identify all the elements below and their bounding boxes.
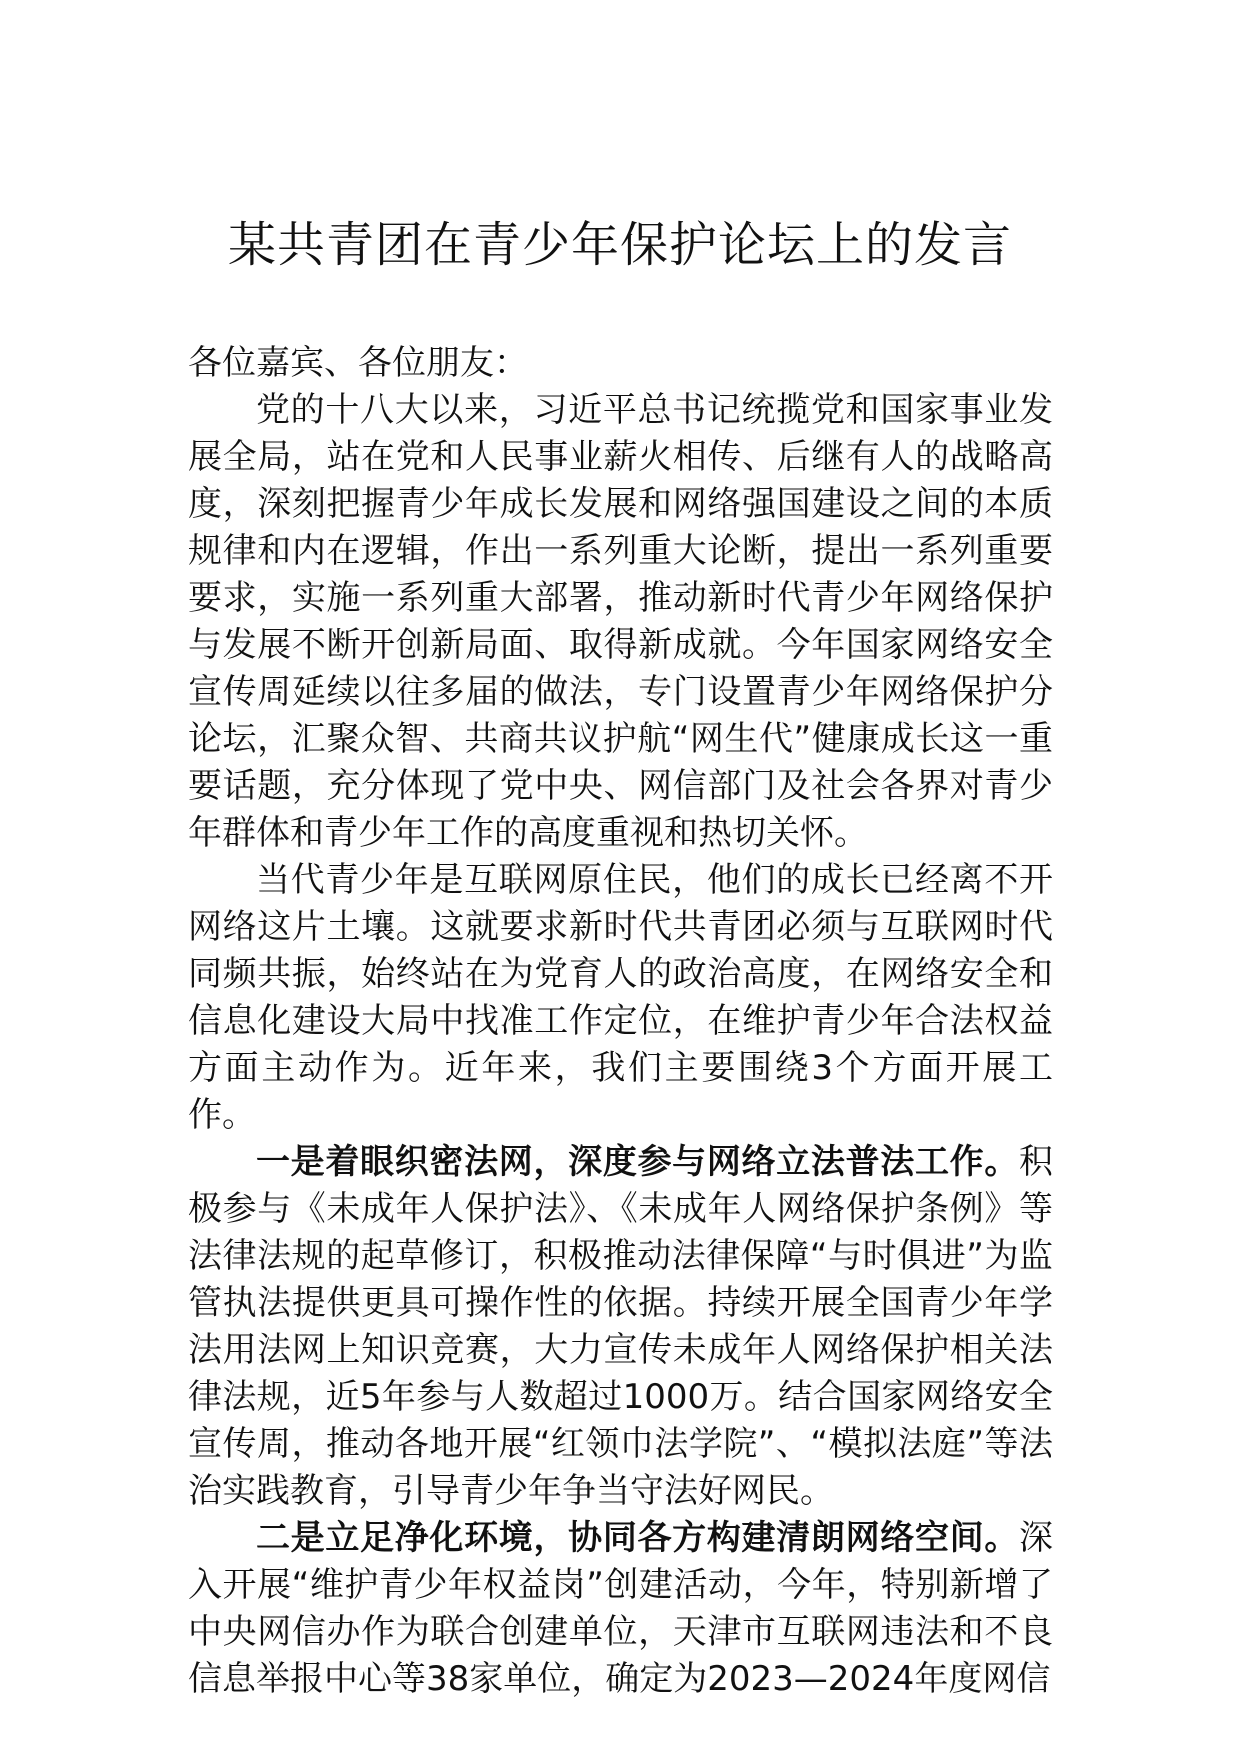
paragraph-4-text: 深入开展“维护青少年权益岗”创建活动，今年，特别新增了中央网信办作为联合创建单位，天津市互联网违法和不良信息举报中心等38家单位，确定为2023—2024年度网信 [188, 1518, 1053, 1699]
salutation: 各位嘉宾、各位朋友： [188, 343, 528, 383]
paragraph-1 [188, 387, 1053, 857]
paragraph-2 [188, 857, 1053, 1139]
paragraph-2-text: 当代青少年是互联网原住民，他们的成长已经离不开网络这片土壤。这就要求新时代共青团必须与互联网时代同频共振，始终站在为党育人的政治高度，在网络安全和信息化建设大局中找准工作定位，在维护青少年合法权益方面主动作为。近年来，我们主要围绕3个方面开展工作。 [188, 860, 1053, 1135]
paragraph-3 [188, 1139, 1053, 1515]
paragraph-3-text: 积极参与《未成年人保护法》、《未成年人网络保护条例》等法律法规的起草修订，积极推动法律保障“与时俱进”为监管执法提供更具可操作性的依据。持续开展全国青少年学法用法网上知识竞赛，大力宣传未成年人网络保护相关法律法规，近5年参与人数超过1000万。结合国家网络安全宣传周，推动各地开展“红领巾法学院”、“模拟法庭”等法治实践教育，引导青少年争当守法好网民。 [188, 1142, 1053, 1511]
document-title: 某共青团在青少年保护论坛上的发言 [227, 217, 1012, 273]
paragraph-4 [188, 1515, 1053, 1703]
paragraph-1-text: 党的十八大以来，习近平总书记统揽党和国家事业发展全局，站在党和人民事业薪火相传、后继有人的战略高度，深刻把握青少年成长发展和网络强国建设之间的本质规律和内在逻辑，作出一系列重大论断，提出一系列重要要求，实施一系列重大部署，推动新时代青少年网络保护与发展不断开创新局面、取得新成就。今年国家网络安全宣传周延续以往多届的做法，专门设置青少年网络保护分论坛，汇聚众智、共商共议护航“网生代”健康成长这一重要话题，充分体现了党中央、网信部门及社会各界对青少年群体和青少年工作的高度重视和热切关怀。 [188, 390, 1053, 853]
document-body [188, 340, 1053, 1703]
paragraph-4-lead: 二是立足净化环境，协同各方构建清朗网络空间。 [256, 1518, 1019, 1558]
paragraph-3-lead: 一是着眼织密法网，深度参与网络立法普法工作。 [256, 1142, 1019, 1182]
